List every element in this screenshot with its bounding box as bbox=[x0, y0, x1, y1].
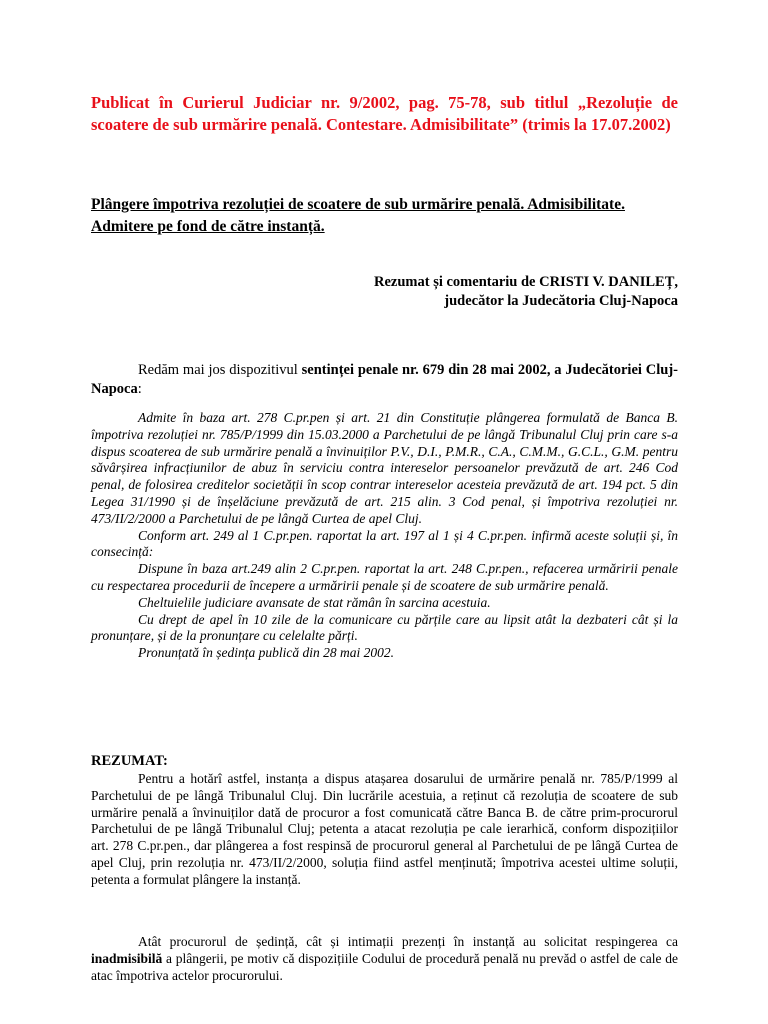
intro-sentence-ref: sentinței penale nr. 679 din 28 mai 2002, a Judecătoriei Cluj-Napoca bbox=[91, 362, 678, 397]
rezumat-heading: REZUMAT: bbox=[91, 753, 168, 769]
inadmissible-emphasis: inadmisibilă bbox=[91, 950, 163, 966]
subject-line-2: Admitere pe fond de către instanță. bbox=[91, 218, 325, 235]
rezumat-paragraph-2: Atât procurorul de ședință, cât și intimații prezenți în instanță au solicitat respingerea ca inadmisibilă a plângerii, pe motiv că dispozițiile Codului de procedură penală nu prevăd o astfel de cale de atac împotriva actelor procurorului. bbox=[91, 934, 678, 983]
author-line-2: judecător la Judecătoria Cluj-Napoca bbox=[444, 293, 678, 309]
author-block bbox=[374, 273, 678, 311]
intro-suffix: : bbox=[137, 381, 142, 397]
decision-paragraph: Conform art. 249 al 1 C.pr.pen. raportat la art. 197 al 1 și 4 C.pr.pen. infirmă aceste soluții și, în consecință: bbox=[91, 527, 678, 560]
decision-paragraph: Pronunțată în ședința publică din 28 mai 2002. bbox=[138, 645, 394, 661]
decision-paragraph: Dispune în baza art.249 alin 2 C.pr.pen. raportat la art. 248 C.pr.pen., refacerea urmăririi penale cu respectarea procedurii de începere a urmăririi penale și de scoatere de sub urmărire penală. bbox=[91, 561, 678, 593]
intro-paragraph bbox=[91, 361, 678, 399]
decision-text bbox=[91, 410, 678, 662]
intro-prefix: Redăm mai jos dispozitivul bbox=[138, 362, 302, 378]
document-subject bbox=[91, 194, 678, 238]
decision-paragraph: Admite în baza art. 278 C.pr.pen și art. 21 din Constituție plângerea formulată de Banca B. împotriva rezoluției nr. 785/P/1999 din 15.03.2000 a Parchetului de pe lângă Tribunalul Cluj prin care s-a dispus scoaterea de sub urmărire penală a învinuiților P.V., D.I., P.M.R., C.A., C.M.M., G.C.L., G.M. pentru săvârșirea infracțiunilor de abuz în serviciu contra intereselor persoanelor prevăzută de art. 246 Cod penal, de folosirea creditelor societății în scop contrar intereselor acesteia prevăzută de art. 194 pct. 5 din Legea 31/1990 și de înșelăciune prevăzută de art. 215 alin. 3 Cod penal, și împotriva rezoluției nr. 473/II/2/2000 a Parchetului de pe lângă Curtea de apel Cluj. bbox=[91, 410, 678, 526]
subject-line-1: Plângere împotriva rezoluției de scoatere de sub urmărire penală. Admisibilitate. bbox=[91, 196, 625, 213]
rezumat-paragraph-1: Pentru a hotărî astfel, instanța a dispus atașarea dosarului de urmărire penală nr. 785/P/1999 al Parchetului de pe lângă Tribunalul Cluj. Din lucrările acestuia, a reținut că rezoluția de scoatere de sub urmărire penală a învinuiților dată de procuror a fost comunicată către Banca B. de către prim-procurorul Parchetului de pe lângă Tribunalul Cluj; petenta a atacat rezoluția pe cale ierarhică, conform dispozițiilor art. 278 C.pr.pen., dar plângerea a fost respinsă de procurorul general al Parchetului de pe lângă Curtea de apel Cluj, prin rezoluția nr. 473/II/2/2000, soluția fiind astfel menținută; împotriva acestei ultime soluții, petenta a formulat plângere la instanță. bbox=[91, 771, 678, 887]
decision-paragraph: Cheltuielile judiciare avansate de stat rămân în sarcina acestuia. bbox=[138, 594, 491, 610]
author-line-1: Rezumat și comentariu de CRISTI V. DANILEȚ, bbox=[374, 274, 678, 290]
publication-note: Publicat în Curierul Judiciar nr. 9/2002, pag. 75-78, sub titlul „Rezoluție de scoatere de sub urmărire penală. Contestare. Admisibilitate” (trimis la 17.07.2002) bbox=[91, 93, 678, 134]
decision-paragraph: Cu drept de apel în 10 zile de la comunicare cu părțile care au lipsit atât la dezbateri cât și la pronunțare, și de la pronunțare cu celelalte părți. bbox=[91, 611, 678, 644]
